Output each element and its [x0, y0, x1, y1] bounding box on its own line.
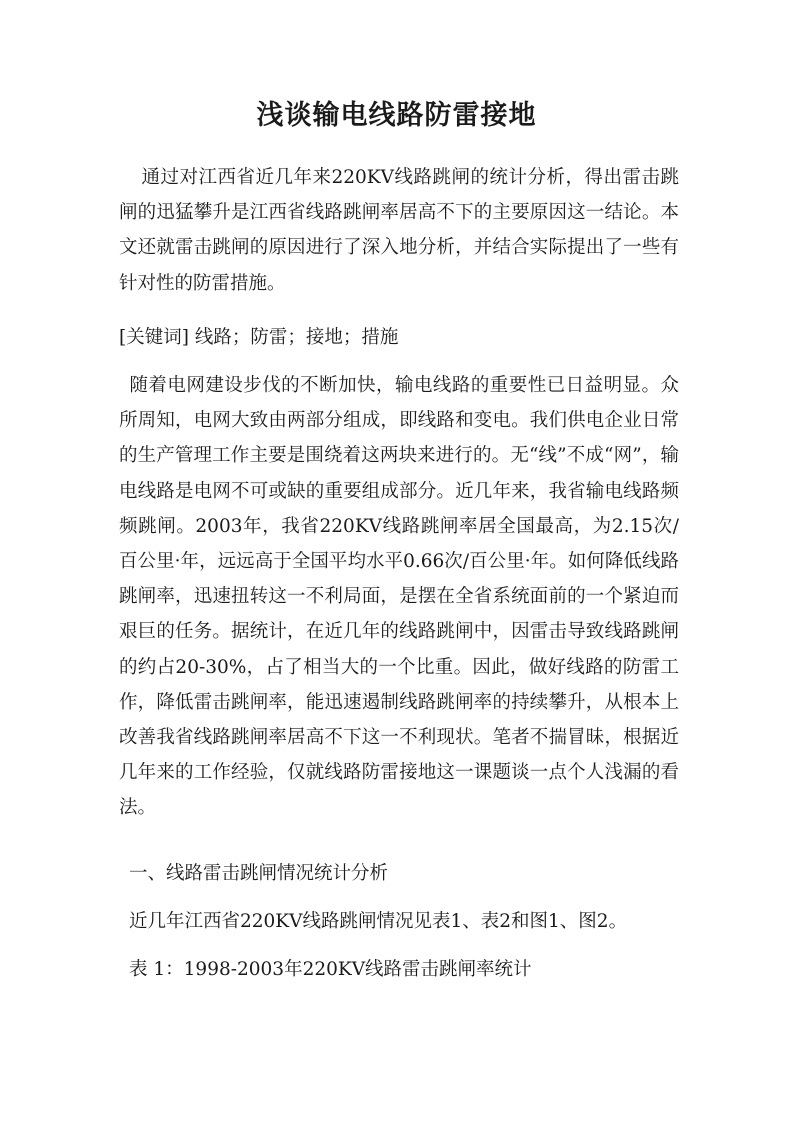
- section-heading-text: 一、线路雷击跳闸情况统计分析: [129, 863, 389, 884]
- section-text: [119, 904, 679, 939]
- keywords-line: [关键词] 线路；防雷；接地；措施: [119, 327, 399, 348]
- table-caption: [119, 952, 679, 987]
- document-title: 浅谈输电线路防雷接地: [256, 100, 537, 131]
- intro-paragraph: [119, 368, 679, 826]
- table-caption-text: 表 1：1998-2003年220KV线路雷击跳闸率统计: [129, 959, 532, 980]
- abstract-text: 通过对江西省近几年来220KV线路跳闸的统计分析，得出雷击跳闸的迅猛攀升是江西省线路跳闸率居高不下的主要原因这一结论。本文还就雷击跳闸的原因进行了深入地分析，并结合实际提出了一些有针对性的防雷措施。: [119, 167, 679, 294]
- abstract-paragraph: [119, 160, 679, 301]
- intro-text: 随着电网建设步伐的不断加快，输电线路的重要性已日益明显。众所周知，电网大致由两部分组成，即线路和变电。我们供电企业日常的生产管理工作主要是围绕着这两块来进行的。无“线”不成“网”，输电线路是电网不可或缺的重要组成部分。近几年来，我省输电线路频频跳闸。2003年，我省220KV线路跳闸率居全国最高，为2.15次/百公里·年，远远高于全国平均水平0.66次/百公里·年。如何降低线路跳闸率，迅速扭转这一不利局面，是摆在全省系统面前的一个紧迫而艰巨的任务。据统计，在近几年的线路跳闸中，因雷击导致线路跳闸的约占20-30%，占了相当大的一个比重。因此，做好线路的防雷工作，降低雷击跳闸率，能迅速遏制线路跳闸率的持续攀升，从根本上改善我省线路跳闸率居高不下这一不利现状。笔者不揣冒昧，根据近几年来的工作经验，仅就线路防雷接地这一课题谈一点个人浅漏的看法。: [119, 375, 679, 819]
- section-text-content: 近几年江西省220KV线路跳闸情况见表1、表2和图1、图2。: [129, 911, 628, 932]
- section-heading: [119, 856, 679, 891]
